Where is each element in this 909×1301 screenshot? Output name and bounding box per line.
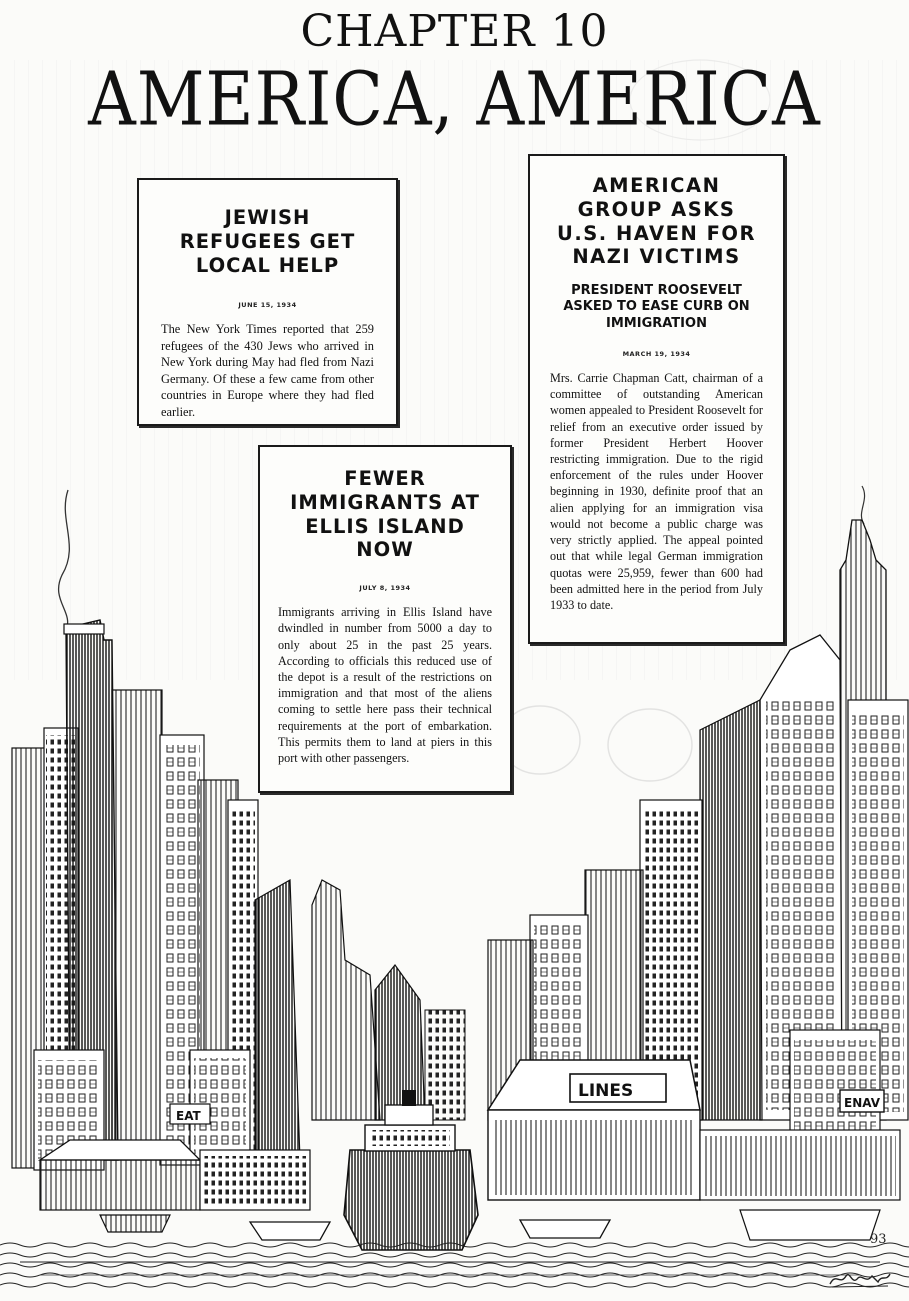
clipping-headline: FEWER IMMIGRANTS AT ELLIS ISLAND NOW xyxy=(290,467,480,562)
harbor-water xyxy=(0,1240,909,1290)
page-number: 93 xyxy=(870,1232,887,1247)
building-sign-right: ENAV xyxy=(844,1096,880,1110)
chapter-label: CHAPTER 10 xyxy=(300,6,609,57)
clipping-date: JUNE 15, 1934 xyxy=(238,301,297,310)
clipping-subheadline: PRESIDENT ROOSEVELT ASKED TO EASE CURB ON IMMIGRATION xyxy=(563,283,750,331)
clipping-body: Mrs. Carrie Chapman Catt, chairman of a committee of outstanding American women appealed to President Roosevelt for relief from an executive order issued by former President Herbert Hoover restricting immigration. Due to the rigid enforcement of the rules under Hoover beginning in 1930, definite proof that an alien applying for an immigration visa would not become a public charge was very strictly applied. The appeal pointed out that while legal German immigration quotas were 25,959, fewer than 600 had been admitted here in the period from July 1933 to date. xyxy=(550,370,763,612)
clipping-body: The New York Times reported that 259 refugees of the 430 Jews who arrived in New York during May had fled from Nazi Germany. Of these a few came from other countries in Europe where they had fled earlier. xyxy=(161,322,374,419)
clipping-headline: AMERICAN GROUP ASKS U.S. HAVEN FOR NAZI VICTIMS xyxy=(556,174,756,269)
clipping-date: JULY 8, 1934 xyxy=(359,584,411,593)
left-piers xyxy=(40,1140,310,1210)
shop-sign-eat: EAT xyxy=(176,1109,201,1123)
clipping-headline: JEWISH REFUGEES GET LOCAL HELP xyxy=(179,206,356,277)
left-skyline xyxy=(12,620,300,1170)
artist-signature xyxy=(828,1268,892,1290)
clipping-haven xyxy=(528,154,785,644)
right-docks xyxy=(700,1130,900,1240)
clipping-date: MARCH 19, 1934 xyxy=(622,349,691,358)
chapter-title: AMERICA, AMERICA xyxy=(88,56,821,143)
pier-sign-lines: LINES xyxy=(578,1081,634,1101)
center-distant-towers xyxy=(312,880,465,1120)
clipping-ellis-island xyxy=(258,445,512,793)
clipping-refugees xyxy=(137,178,398,426)
clipping-body: Immigrants arriving in Ellis Island have dwindled in number from 5000 a day to only about 25 in the past 25 years. According to officials this reduced use of the depot is a result of the restrictions on immigration and that most of the aliens coming to settle here pass their technical requirements at the port of embarkation. This permits them to land at piers in this port with other passengers. xyxy=(278,605,492,766)
